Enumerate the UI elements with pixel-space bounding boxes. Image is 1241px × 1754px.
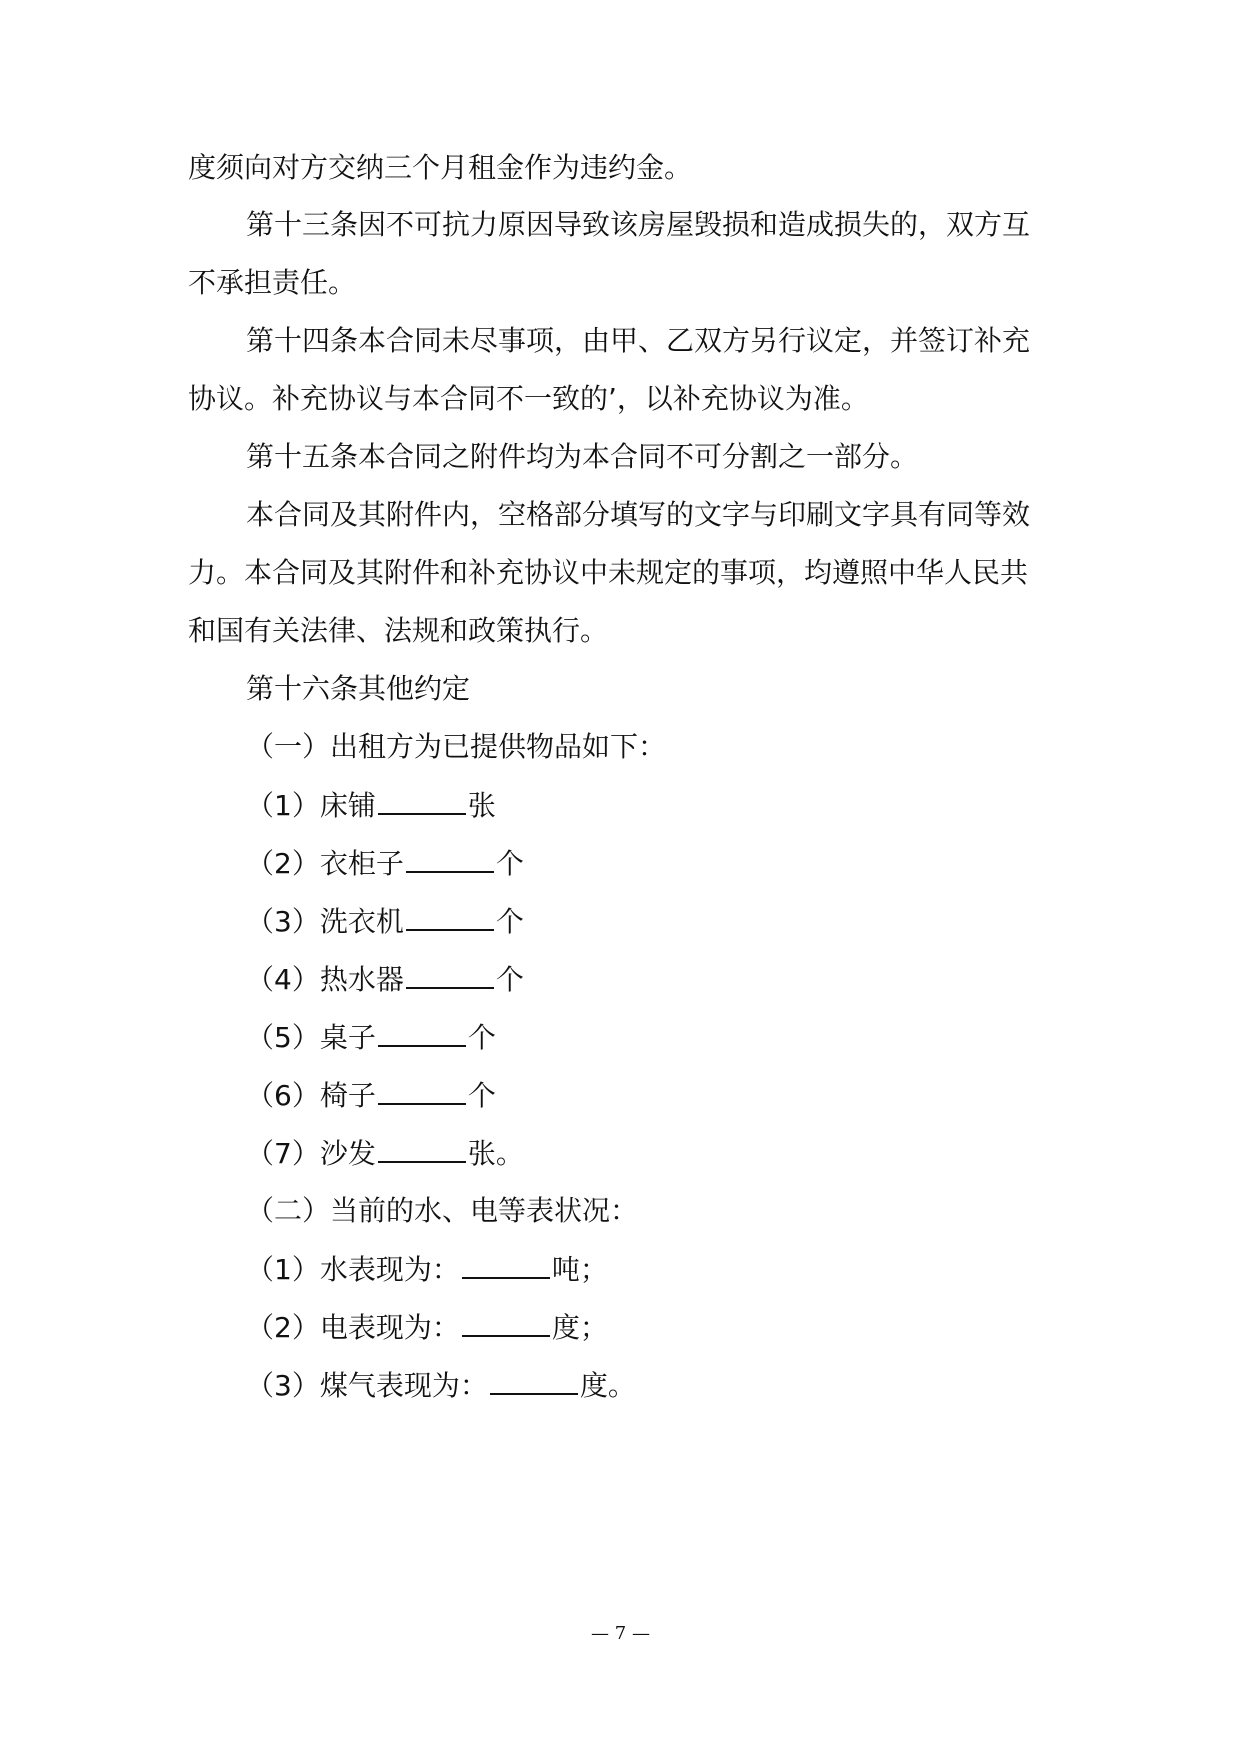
page-number: — 7 —: [591, 1623, 650, 1644]
list-item: [246, 961, 1146, 998]
meter-item: [246, 1251, 1146, 1288]
item-unit: 张: [467, 789, 496, 822]
paragraph-line: 不承担责任。: [188, 266, 357, 299]
meter-item: [246, 1309, 1146, 1346]
meter-label: （3）煤气表现为：: [246, 1369, 488, 1402]
paragraph-line: 第十四条本合同未尽事项，由甲、乙双方另行议定，并签订补充: [246, 324, 1031, 357]
fill-in-blank[interactable]: [378, 787, 466, 815]
item-label: （2）衣柜子: [246, 847, 404, 880]
item-unit: 个: [495, 847, 524, 880]
item-label: （3）洗衣机: [246, 905, 404, 938]
list-item: [246, 1135, 1146, 1172]
item-label: （1）床铺: [246, 789, 376, 822]
fill-in-blank[interactable]: [462, 1309, 550, 1337]
item-unit: 个: [467, 1079, 496, 1112]
item-label: （6）椅子: [246, 1079, 376, 1112]
section-heading: 第十六条其他约定: [246, 672, 471, 705]
list-item: [246, 787, 1146, 824]
meter-item: [246, 1367, 1146, 1404]
subsection-heading: （二）当前的水、电等表状况：: [246, 1194, 639, 1227]
list-item: [246, 1019, 1146, 1056]
fill-in-blank[interactable]: [490, 1367, 578, 1395]
meter-unit: 吨；: [551, 1253, 608, 1286]
paragraph-line: 本合同及其附件内，空格部分填写的文字与印刷文字具有同等效: [246, 498, 1031, 531]
fill-in-blank[interactable]: [378, 1135, 466, 1163]
fill-in-blank[interactable]: [378, 1019, 466, 1047]
paragraph-line: 和国有关法律、法规和政策执行。: [188, 614, 609, 647]
item-unit: 张。: [467, 1137, 524, 1170]
fill-in-blank[interactable]: [462, 1251, 550, 1279]
item-unit: 个: [467, 1021, 496, 1054]
list-item: [246, 1077, 1146, 1114]
meter-unit: 度。: [579, 1369, 636, 1402]
list-item: [246, 845, 1146, 882]
paragraph-line: 协议。补充协议与本合同不一致的’，以补充协议为准。: [188, 382, 869, 415]
item-label: （5）桌子: [246, 1021, 376, 1054]
meter-label: （1）水表现为：: [246, 1253, 460, 1286]
item-unit: 个: [495, 963, 524, 996]
paragraph-line: 第十三条因不可抗力原因导致该房屋毁损和造成损失的，双方互: [246, 208, 1031, 241]
fill-in-blank[interactable]: [406, 961, 494, 989]
fill-in-blank[interactable]: [378, 1077, 466, 1105]
meter-label: （2）电表现为：: [246, 1311, 460, 1344]
fill-in-blank[interactable]: [406, 903, 494, 931]
paragraph-line: 第十五条本合同之附件均为本合同不可分割之一部分。: [246, 440, 919, 473]
meter-unit: 度；: [551, 1311, 608, 1344]
list-item: [246, 903, 1146, 940]
paragraph-line: 度须向对方交纳三个月租金作为违约金。: [188, 151, 693, 184]
item-label: （7）沙发: [246, 1137, 376, 1170]
item-unit: 个: [495, 905, 524, 938]
subsection-heading: （一）出租方为已提供物品如下：: [246, 730, 667, 763]
item-label: （4）热水器: [246, 963, 404, 996]
fill-in-blank[interactable]: [406, 845, 494, 873]
paragraph-line: 力。本合同及其附件和补充协议中未规定的事项，均遵照中华人民共: [188, 556, 1029, 589]
